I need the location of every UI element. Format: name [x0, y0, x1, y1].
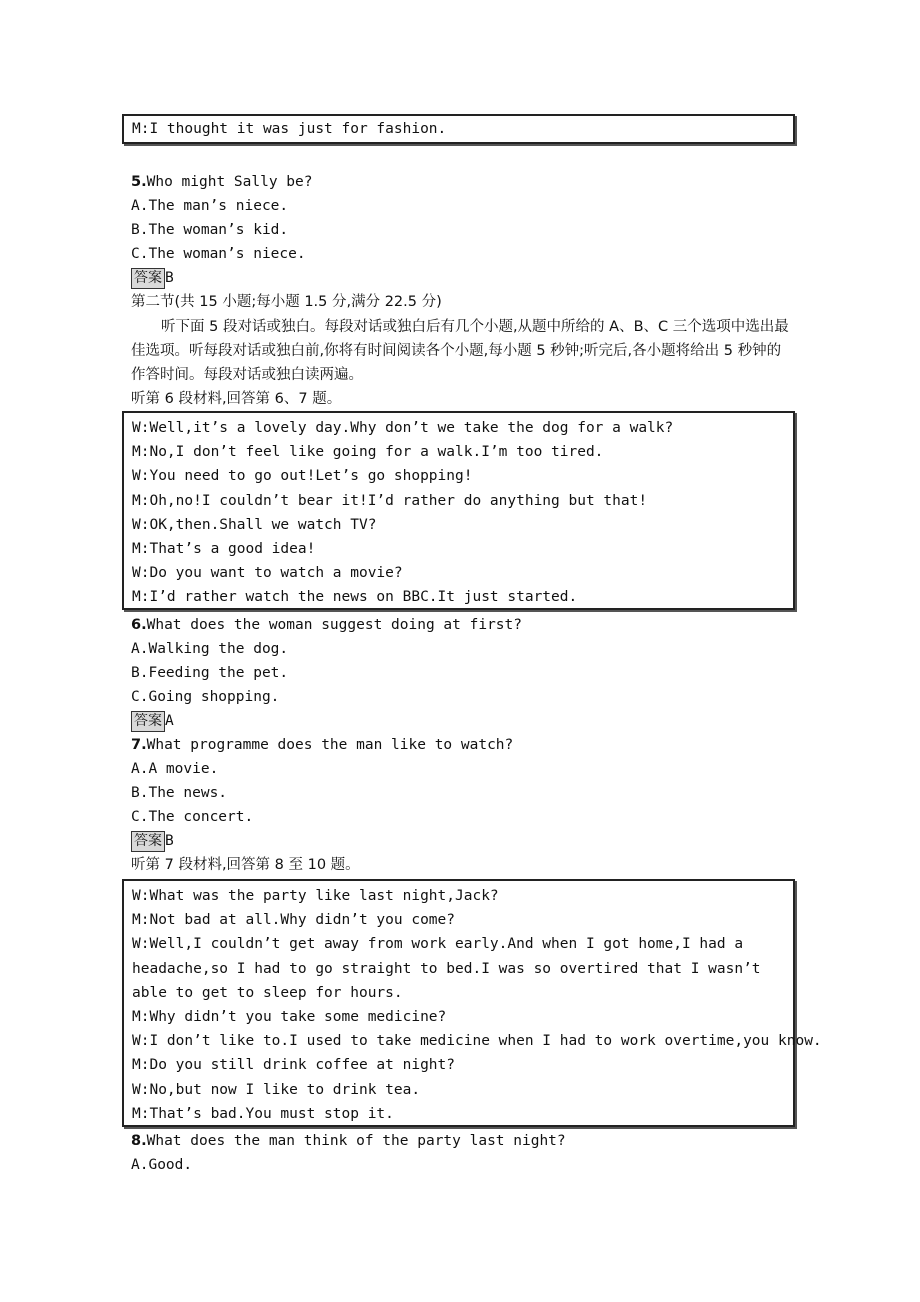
transcript-box-7: [122, 879, 822, 1127]
transcript-line: W:Well,I couldn’t get away from work early.And when I got home,I had a headache,so I had to go straight to bed.I was so overtired that I wasn’t able to get to sleep for hours.: [132, 936, 761, 1001]
question-text: What programme does the man like to watch?: [146, 737, 514, 753]
answer-7: [131, 829, 174, 853]
answer-label: 答案: [131, 268, 165, 289]
question-text: Who might Sally be?: [146, 174, 313, 190]
transcript-line: W:What was the party like last night,Jack?: [132, 888, 499, 904]
question-number: 5.: [131, 174, 147, 190]
answer-6: [131, 709, 174, 733]
transcript-line: W:OK,then.Shall we watch TV?: [132, 516, 377, 533]
answer-value: A: [165, 713, 174, 729]
transcript-line: M:Do you still drink coffee at night?: [132, 1057, 456, 1074]
transcript-line: M:I thought it was just for fashion.: [132, 121, 447, 137]
transcript-line: W:Well,it’s a lovely day.Why don’t we take the dog for a walk?: [132, 420, 674, 436]
transcript-line: M:Oh,no!I couldn’t bear it!I’d rather do anything but that!: [132, 492, 648, 509]
answer-5: [131, 266, 174, 290]
transcript-line: W:Do you want to watch a movie?: [132, 565, 403, 582]
answer-value: B: [165, 833, 174, 849]
option-b: B.Feeding the pet.: [131, 665, 289, 681]
question-number: 6.: [131, 617, 147, 633]
transcript-line: W:I don’t like to.I used to take medicine when I had to work overtime,you know.: [132, 1033, 822, 1050]
answer-label: 答案: [131, 711, 165, 732]
question-7: [131, 733, 513, 757]
transcript-line: M:Why didn’t you take some medicine?: [132, 1008, 447, 1025]
question-number: 8.: [131, 1133, 147, 1149]
option-c: C.Going shopping.: [131, 689, 280, 705]
transcript-line: W:You need to go out!Let’s go shopping!: [132, 468, 473, 485]
option-b: B.The news.: [131, 785, 228, 801]
transcript-box-6: [122, 411, 795, 610]
transcript-line: M:That’s a good idea!: [132, 540, 316, 557]
question-number: 7.: [131, 737, 147, 753]
section-instructions: 听下面 5 段对话或独白。每段对话或独白后有几个小题,从题中所给的 A、B、C 三个选项中选出最佳选项。听每段对话或独白前,你将有时间阅读各个小题,每小题 5 秒钟;听完后,各小题将给出 5 秒钟的作答时间。每段对话或独白读两遍。: [131, 319, 789, 384]
option-a: A.A movie.: [131, 761, 219, 777]
option-c: C.The woman’s niece.: [131, 246, 306, 262]
option-a: A.The man’s niece.: [131, 198, 289, 214]
answer-label: 答案: [131, 831, 165, 852]
answer-value: B: [165, 270, 174, 286]
option-c: C.The concert.: [131, 809, 254, 825]
listen-prompt-6: 听第 6 段材料,回答第 6、7 题。: [131, 391, 342, 407]
option-a: A.Good.: [131, 1157, 193, 1173]
transcript-line: M:No,I don’t feel like going for a walk.I’m too tired.: [132, 444, 604, 461]
transcript-line: W:No,but now I like to drink tea.: [132, 1081, 421, 1098]
section-heading: 第二节(共 15 小题;每小题 1.5 分,满分 22.5 分): [131, 294, 442, 310]
question-6: [131, 613, 522, 637]
transcript-line: M:That’s bad.You must stop it.: [132, 1105, 394, 1122]
transcript-line: M:I’d rather watch the news on BBC.It just started.: [132, 589, 578, 606]
transcript-line: M:Not bad at all.Why didn’t you come?: [132, 912, 456, 929]
option-b: B.The woman’s kid.: [131, 222, 289, 238]
question-text: What does the woman suggest doing at first?: [146, 617, 522, 633]
transcript-box-5: [122, 114, 795, 144]
question-8: [131, 1129, 566, 1153]
question-text: What does the man think of the party last night?: [146, 1133, 566, 1149]
option-a: A.Walking the dog.: [131, 641, 289, 657]
listen-prompt-7: 听第 7 段材料,回答第 8 至 10 题。: [131, 857, 360, 873]
question-5: [131, 170, 312, 194]
